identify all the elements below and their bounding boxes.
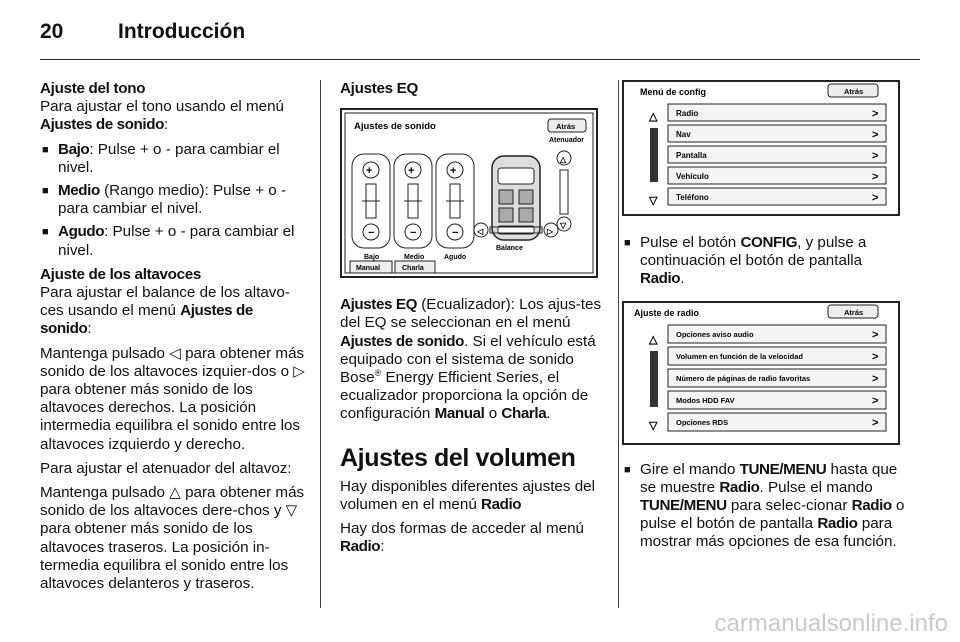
- menu-item-speed-volume: Volumen en función de la velocidad: [676, 351, 803, 361]
- menu-item-radio: Radio: [676, 109, 699, 118]
- back-button-label: Atrás: [556, 122, 576, 132]
- fader-text: Mantenga pulsado △ para obtener más sonido de los altavoces dere-chos y ▽ para obtener más sonido de los altavoces traseros. La posición in-termedia equilibra el sonido entre los altavoces delanteros y traseros.: [40, 484, 305, 593]
- svg-text:>: >: [872, 150, 879, 162]
- column-divider: [320, 80, 321, 608]
- list-item: ■ Gire el mando TUNE/MENU hasta que se muestre Radio. Pulse el mando TUNE/MENU para selec-cionar Radio o pulse el botón de pantalla Radio para mostrar más opciones de esa función.: [622, 461, 906, 552]
- column-left: [40, 80, 308, 599]
- svg-text:>: >: [872, 394, 879, 407]
- svg-text:▷: ▷: [547, 227, 554, 237]
- list-item: ■ Agudo: Pulse + o - para cambiar el nivel.: [40, 223, 308, 259]
- svg-text:−: −: [452, 227, 459, 240]
- svg-text:△: △: [649, 333, 658, 346]
- column-divider: [618, 80, 619, 608]
- balance-label: Balance: [496, 245, 523, 253]
- bass-label: Bajo: [364, 254, 380, 262]
- svg-text:>: >: [872, 350, 879, 363]
- svg-text:△: △: [560, 155, 567, 165]
- section-title: Introducción: [118, 20, 246, 43]
- step-list-1: [622, 234, 906, 289]
- menu-item-vehicle: Vehículo: [676, 172, 709, 181]
- svg-text:−: −: [410, 227, 417, 240]
- menu-item-phone: Teléfono: [676, 193, 709, 202]
- tone-heading: Ajuste del tono: [40, 80, 146, 97]
- page-number: 20: [40, 20, 64, 43]
- radio-settings-figure: [622, 301, 900, 445]
- menu-item-nav: Nav: [676, 130, 691, 139]
- menu-item-hdd-fav: Modos HDD FAV: [676, 395, 735, 405]
- menu-item-audio-alerts: Opciones aviso audio: [676, 329, 754, 339]
- svg-text:▽: ▽: [649, 195, 658, 207]
- volume-heading: Ajustes del volumen: [340, 443, 576, 472]
- page-header: [40, 18, 920, 60]
- list-item: ■ Pulse el botón CONFIG, y pulse a continuación el botón de pantalla Radio.: [622, 234, 906, 289]
- svg-text:+: +: [408, 165, 415, 178]
- svg-text:◁: ◁: [477, 227, 484, 237]
- list-item: ■ Medio (Rango medio): Pulse + o - para cambiar el nivel.: [40, 182, 308, 218]
- figure-title: Ajustes de sonido: [354, 121, 436, 133]
- tone-intro: Para ajustar el tono usando el menú Ajustes de sonido:: [40, 98, 285, 134]
- svg-text:−: −: [368, 227, 375, 240]
- tone-list: [40, 141, 308, 260]
- radio-menu-title: Ajuste de radio: [634, 307, 700, 318]
- svg-text:>: >: [872, 108, 879, 120]
- svg-text:+: +: [450, 165, 457, 178]
- svg-text:▽: ▽: [560, 221, 567, 231]
- svg-text:▽: ▽: [649, 419, 658, 432]
- speakers-heading: Ajuste de los altavoces: [40, 265, 202, 283]
- radio-menu-items: [668, 325, 886, 431]
- back-button-label: Atrás: [844, 87, 864, 96]
- config-menu-figure: [622, 80, 900, 216]
- column-middle: [340, 80, 602, 562]
- treble-label: Agudo: [444, 254, 467, 262]
- menu-item-display: Pantalla: [676, 151, 707, 160]
- talk-button-label: Charla: [402, 265, 424, 273]
- svg-text:>: >: [872, 416, 879, 429]
- menu-item-favorite-pages: Número de páginas de radio favoritas: [676, 373, 811, 383]
- volume-access: Hay dos formas de acceder al menú Radio:: [340, 520, 584, 556]
- svg-text:>: >: [872, 171, 879, 183]
- svg-text:>: >: [872, 372, 879, 385]
- balance-text: Mantenga pulsado ◁ para obtener más sonido de los altavoces izquier-dos o ▷ para obtener más sonido de los altavoces derechos. La posición intermedia equilibra el sonido entre los altavoces izquierdo y derecho.: [40, 344, 305, 453]
- svg-text:>: >: [872, 192, 879, 204]
- svg-text:>: >: [872, 328, 879, 341]
- fader-intro: Para ajustar el atenuador del altavoz:: [40, 459, 292, 477]
- menu-item-rds: Opciones RDS: [676, 417, 729, 427]
- svg-text:+: +: [366, 165, 373, 178]
- svg-text:△: △: [649, 111, 658, 123]
- volume-intro: Hay disponibles diferentes ajustes del volumen en el menú Radio: [340, 477, 595, 513]
- column-right: [622, 80, 906, 558]
- speakers-intro: Para ajustar el balance de los altavo-ces usando el menú Ajustes de sonido:: [40, 284, 290, 338]
- eq-heading: Ajustes EQ: [340, 80, 419, 97]
- fader-label: Atenuador: [549, 137, 584, 145]
- manual-button-label: Manual: [356, 265, 381, 273]
- svg-text:>: >: [872, 129, 879, 141]
- config-menu-title: Menú de config: [640, 87, 706, 97]
- watermark: carmanualsonline.info: [714, 610, 948, 637]
- step-list-2: [622, 461, 906, 552]
- config-menu-items: [668, 104, 886, 205]
- list-item: ■ Bajo: Pulse + o - para cambiar el nivel.: [40, 141, 308, 177]
- eq-description: Ajustes EQ (Ecualizador): Los ajus-tes del EQ se seleccionan en el menú Ajustes de sonido. Si el vehículo está equipado con el sistema de sonido Bose® Energy Efficient Series, el ecualizador proporciona la opción de configuración Manual o Charla.: [340, 296, 602, 423]
- sound-settings-figure: [340, 108, 598, 278]
- back-button-label: Atrás: [844, 307, 864, 317]
- mid-label: Medio: [404, 254, 425, 262]
